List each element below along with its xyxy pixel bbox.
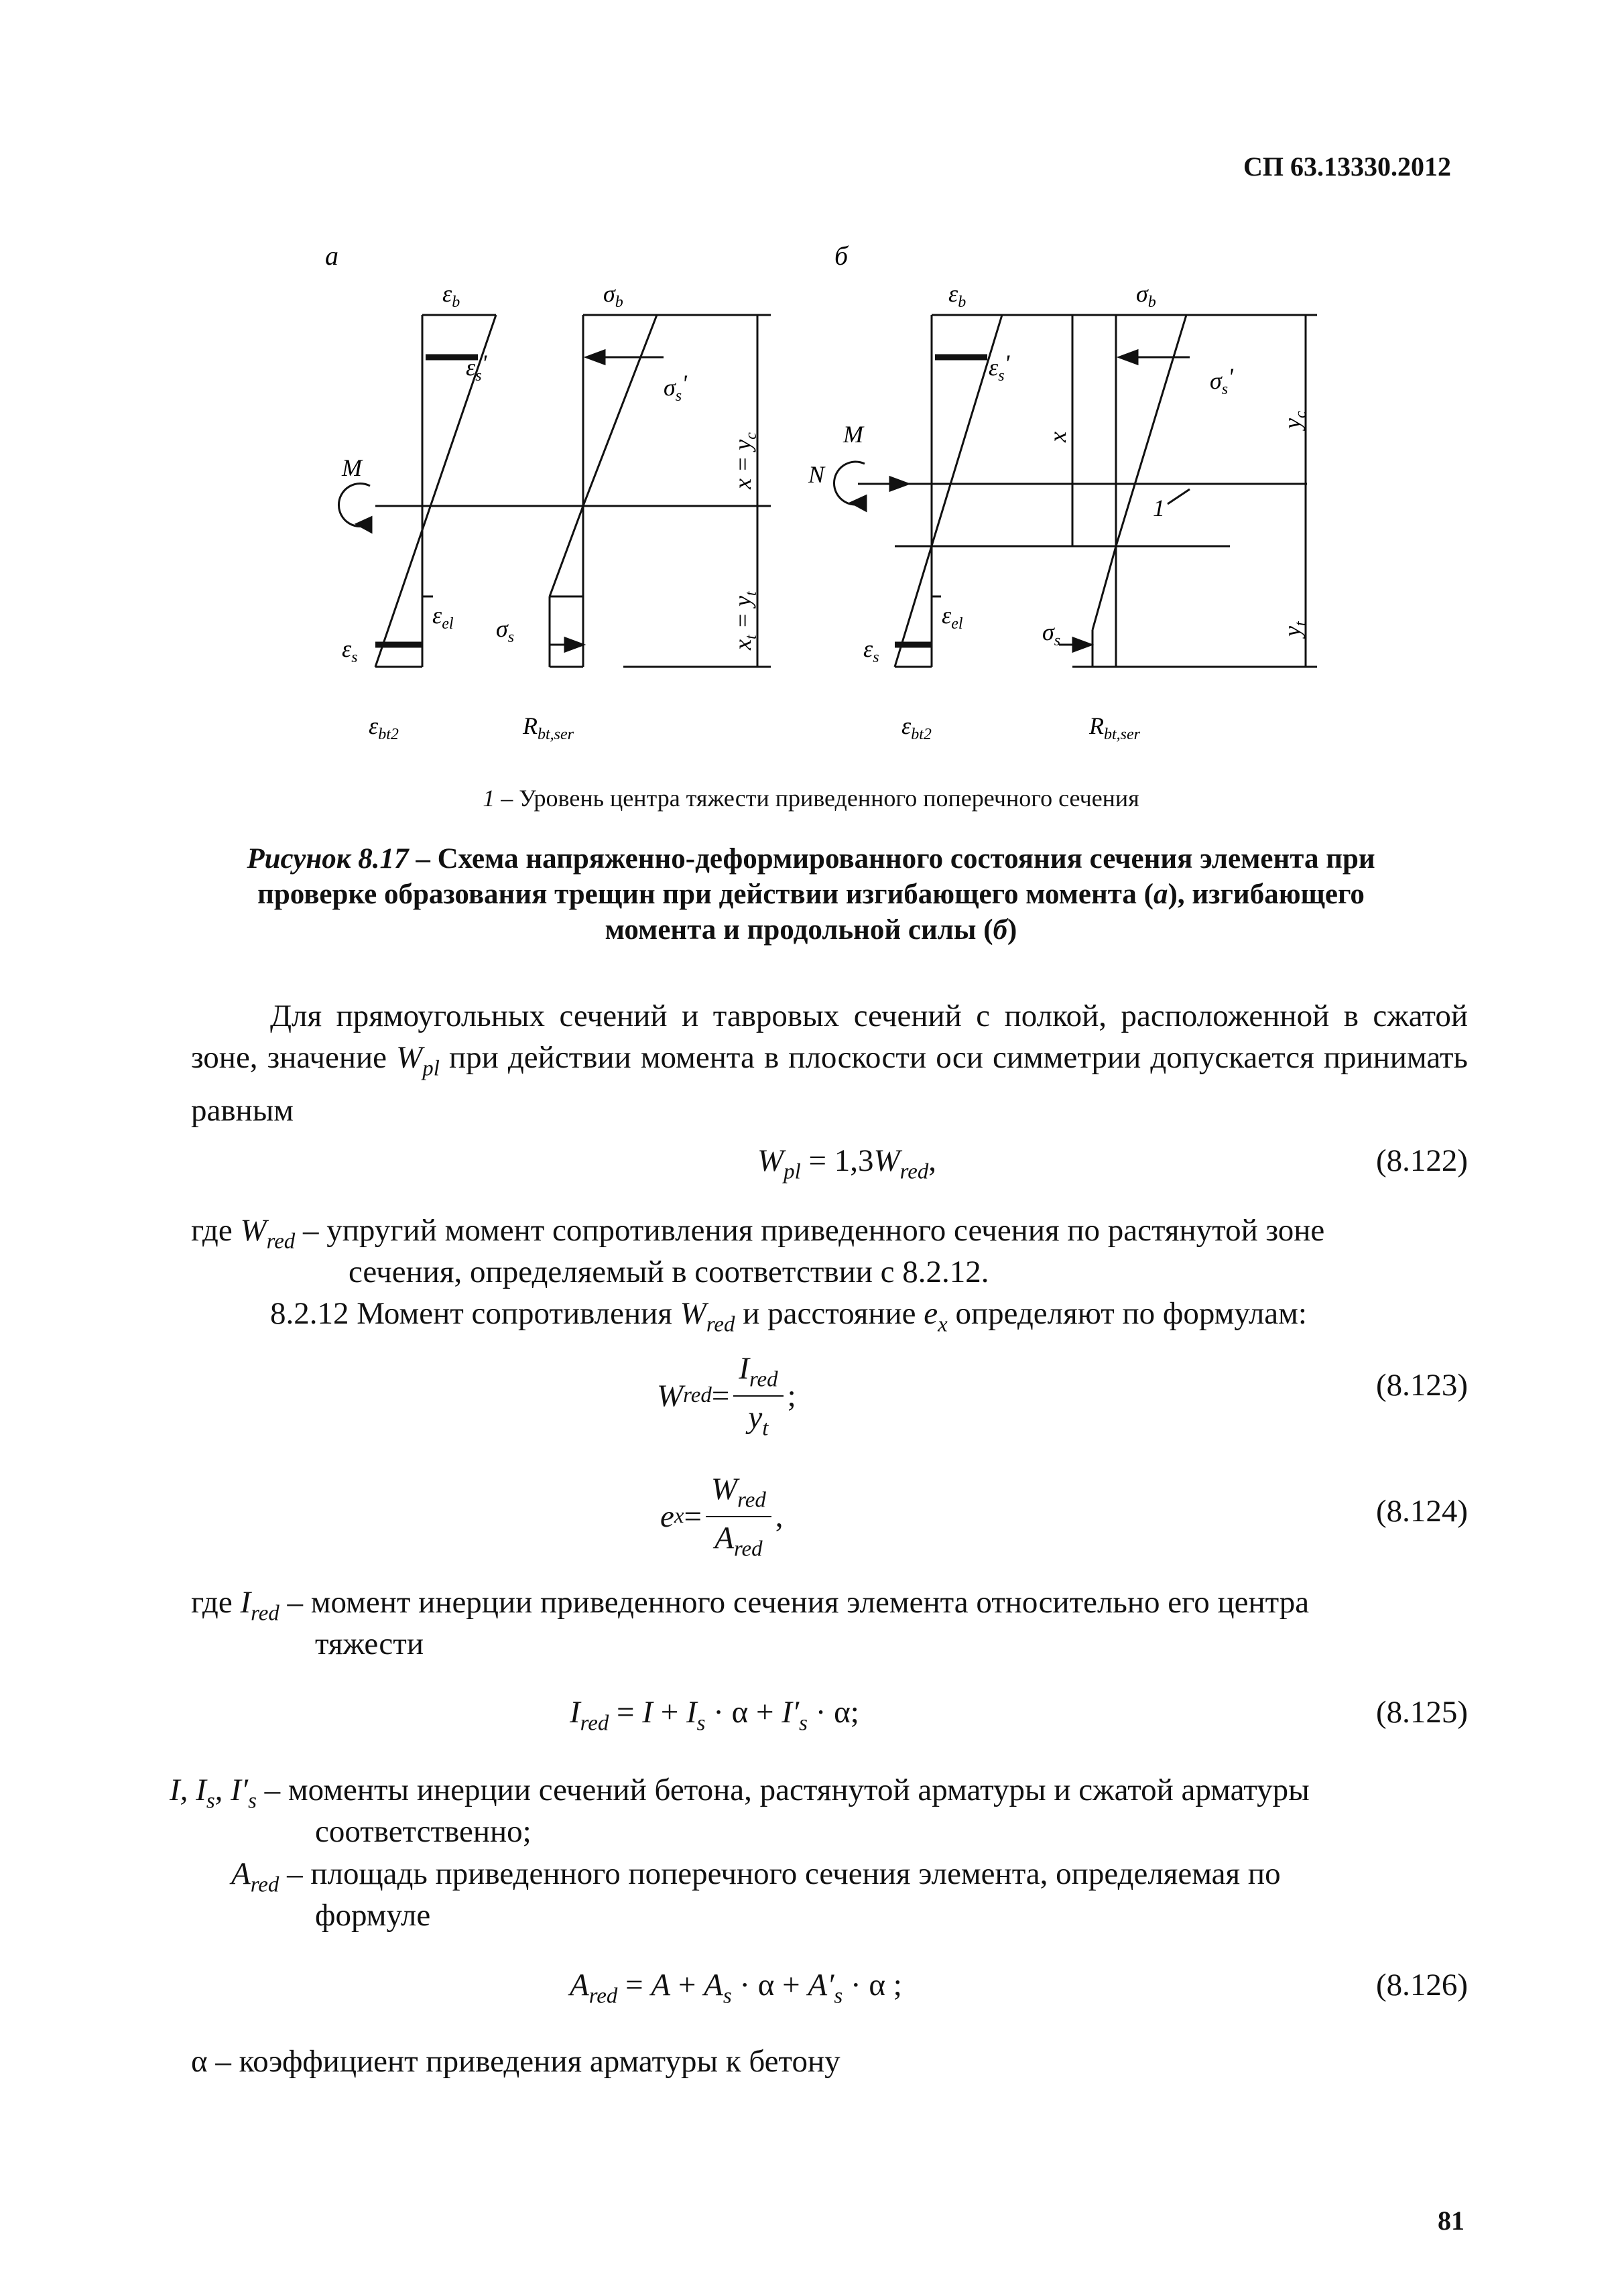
eps-bt2-label-b: ε xyxy=(901,712,912,739)
x-eq-yc-label: x = y xyxy=(729,439,756,489)
xt-eq-yt-label: x xyxy=(729,639,756,650)
rbt-ser-label: R xyxy=(523,712,538,739)
document-code: СП 63.13330.2012 xyxy=(1243,151,1451,182)
svg-text:εel: $\varepsilon_{el}$ xyxy=(432,602,454,633)
sigma-s-prime-label: σ xyxy=(664,374,676,401)
panel-b-label: б xyxy=(834,241,849,271)
figure-legend: 1 – Уровень центра тяжести приведенного поперечного сечения xyxy=(483,785,1139,812)
eps-s-label-b: ε xyxy=(863,635,873,662)
eps-s-label: ε xyxy=(342,635,352,662)
eps-b-label-b: ε xyxy=(948,280,958,307)
svg-text:yt: $y_t$ xyxy=(1279,621,1310,639)
stress-strain-figure xyxy=(288,235,1361,757)
equation-8-123: W red = $\frac{I_{red}}{y_t}$ ; xyxy=(657,1351,796,1440)
moment-label-a: M xyxy=(342,454,362,481)
equation-8-124: e x = $\frac{W_{red}}{A_{red}}$ , xyxy=(660,1472,784,1561)
svg-text:σs': $\sigma_s'$ xyxy=(1210,363,1233,398)
svg-text:εs: $\varepsilon_s$ xyxy=(863,635,879,666)
svg-text:σb: $\sigma_b$ xyxy=(1136,280,1156,311)
figure-caption: Рисунок 8.17 – Схема напряженно-деформированного состояния сечения элемента при проверке образования трещин при действии изгибающего момента (а), изгибающего момента и продольной силы (б) xyxy=(247,843,1375,946)
svg-text:x = yc: $x = y_c$ xyxy=(729,432,760,489)
svg-text:σs': $\sigma_s'$ xyxy=(664,370,687,405)
svg-text:Rbt,ser: $R_{bt,ser}$ xyxy=(523,712,574,743)
sigma-s-label-b: σ xyxy=(1042,619,1054,645)
definition-wred-cont: сечения, определяемый в соответствии с 8.2.12. xyxy=(349,1255,989,1289)
page-number: 81 xyxy=(1438,2206,1464,2236)
svg-text:yc: $y_c$ xyxy=(1279,411,1310,431)
equation-number-8-125: (8.125) xyxy=(1375,1695,1468,1730)
svg-text:εs': $\varepsilon_s'$ xyxy=(989,350,1010,385)
x-label-b: x xyxy=(1044,432,1071,442)
eps-b-label: ε xyxy=(442,280,452,307)
definition-wred: где $W_{red}$ – упругий момент сопротивления приведенного сечения по растянутой зоне xyxy=(191,1213,1325,1254)
figure-svg xyxy=(288,235,1361,757)
definition-alpha: α – коэффициент приведения арматуры к бетону xyxy=(191,2044,840,2079)
level-marker-1: 1 xyxy=(1153,495,1165,521)
sigma-s-prime-label-b: σ xyxy=(1210,367,1222,394)
svg-text:εs': $\varepsilon_s'$ xyxy=(466,350,487,385)
eps-bt2-label: ε xyxy=(369,712,379,739)
sigma-b-label: σ xyxy=(603,280,615,307)
eps-el-label: ε xyxy=(432,602,442,629)
definition-ired-cont: тяжести xyxy=(315,1627,424,1661)
eps-el-label-b: ε xyxy=(942,602,952,629)
svg-text:εbt2: $\varepsilon_{bt2}$ xyxy=(901,712,932,743)
moment-label-b: M xyxy=(843,421,863,448)
definition-inertia-cont: соответственно; xyxy=(315,1814,532,1849)
yc-label-b: y xyxy=(1279,418,1306,429)
eps-s-prime-label: ε xyxy=(466,354,476,381)
normal-force-label: N xyxy=(808,461,825,488)
sigma-b-label-b: σ xyxy=(1136,280,1148,307)
equation-8-122: $W_{pl} = 1,3W_{red}$, xyxy=(757,1143,937,1184)
svg-text:σb: $\sigma_b$ xyxy=(603,280,623,311)
equation-8-126: $A_{red} = A + A_s \cdot \alpha + A'_s \cdot \alpha$ ; xyxy=(570,1968,902,2008)
svg-text:xt = yt: $x_t = y_t$ xyxy=(729,591,760,650)
rbt-ser-label-b: R xyxy=(1089,712,1104,739)
svg-text:εb: $\varepsilon_b$ xyxy=(948,280,966,311)
equation-number-8-122: (8.122) xyxy=(1375,1143,1468,1178)
definition-inertia: I, $I_s$, $I'_s$ – моменты инерции сечений бетона, растянутой арматуры и сжатой арматуры xyxy=(170,1773,1310,1813)
svg-text:σs: $\sigma_s$ xyxy=(1042,619,1061,649)
eps-s-prime-label-b: ε xyxy=(989,354,999,381)
equation-number-8-123: (8.123) xyxy=(1375,1368,1468,1403)
panel-a-label: а xyxy=(325,241,338,271)
sigma-s-label: σ xyxy=(496,615,508,642)
svg-text:εbt2: $\varepsilon_{bt2}$ xyxy=(369,712,399,743)
equation-number-8-124: (8.124) xyxy=(1375,1494,1468,1529)
definition-ared-cont: формуле xyxy=(315,1898,431,1933)
yt-label-b: y xyxy=(1279,626,1306,637)
paragraph-wpl: Для прямоугольных сечений и тавровых сечений с полкой, расположенной в сжатой зоне, значение $W_{pl}$ при действии момента в плоскости оси симметрии допускается принимать равным xyxy=(191,999,1468,1128)
definition-ared: $A_{red}$ – площадь приведенного поперечного сечения элемента, определяемая по xyxy=(231,1856,1281,1897)
svg-text:εel: $\varepsilon_{el}$ xyxy=(942,602,963,633)
svg-text:εb: $\varepsilon_b$ xyxy=(442,280,460,311)
svg-text:σs: $\sigma_s$ xyxy=(496,615,515,646)
svg-text:Rbt,ser: $R_{bt,ser}$ xyxy=(1089,712,1140,743)
definition-ired: где $I_{red}$ – момент инерции приведенного сечения элемента относительно его центра xyxy=(191,1585,1310,1626)
svg-text:εs: $\varepsilon_s$ xyxy=(342,635,358,666)
equation-number-8-126: (8.126) xyxy=(1375,1968,1468,2002)
section-8-2-12: 8.2.12 Момент сопротивления $W_{red}$ и расстояние $e_x$ определяют по формулам: xyxy=(270,1296,1307,1337)
equation-8-125: $I_{red} = I + I_s \cdot \alpha + I'_s \cdot \alpha$; xyxy=(570,1695,859,1736)
